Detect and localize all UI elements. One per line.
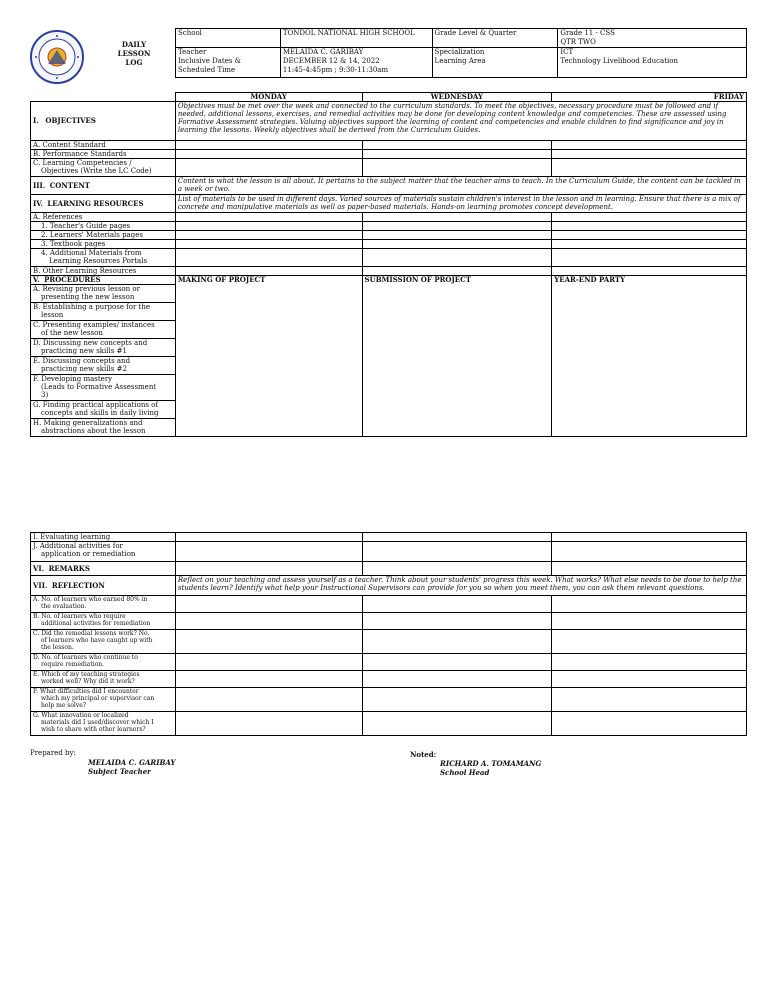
noted-name: RICHARD A. TOMAMANG xyxy=(440,759,542,768)
lesson-log-table-continued xyxy=(30,532,747,736)
teachers-guide-label: 1. Teacher's Guide pages xyxy=(31,222,176,231)
proc-j-label: J. Additional activities for application or remediation xyxy=(31,542,176,562)
dll-title: DAILY LESSON LOG xyxy=(117,40,151,67)
proc-f-label: F. Developing mastery (Leads to Formative Assessment 3) xyxy=(31,375,176,401)
proc-g-label: G. Finding practical applications of concepts and skills in daily living xyxy=(31,401,176,419)
proc-b-label: B. Establishing a purpose for the lesson xyxy=(31,303,176,321)
objectives-heading: I. OBJECTIVES xyxy=(31,102,176,141)
proc-e-label: E. Discussing concepts and practicing new skills #2 xyxy=(31,357,176,375)
day-friday: FRIDAY xyxy=(552,93,747,102)
content-note: Content is what the lesson is all about. It pertains to the subject matter that the teacher aims to teach. In the Curriculum Guide, the content can be tackled in a week or two. xyxy=(175,177,746,195)
remarks-heading: VI. REMARKS xyxy=(31,562,176,576)
resources-note: List of materials to be used in different days. Varied sources of materials sustain children's interest in the lesson and in learning. Ensure that there is a mix of concrete and manipulative materials as well as paper-based materials. Hands-on learning promotes concept development. xyxy=(175,195,746,213)
grade-value: Grade 11 - CSS QTR TWO xyxy=(558,29,747,48)
content-heading: III. CONTENT xyxy=(31,177,176,195)
wednesday-procedure: SUBMISSION OF PROJECT xyxy=(362,276,552,437)
proc-d-label: D. Discussing new concepts and practicing new skills #1 xyxy=(31,339,176,357)
learners-materials-label: 2. Learners' Materials pages xyxy=(31,231,176,240)
monday-procedure: MAKING OF PROJECT xyxy=(175,276,362,437)
friday-procedure: YEAR-END PARTY xyxy=(552,276,747,437)
reflection-note: Reflect on your teaching and assess yourself as a teacher. Think about your students' progress this week. What works? What else needs to be done to help the students learn? Identify what help your Instructional Supervisors can provide for you so when you meet them, you can ask them relevant questions. xyxy=(175,576,746,596)
other-resources-label: B. Other Learning Resources xyxy=(31,267,176,276)
objectives-note: Objectives must be met over the week and connected to the curriculum standards. To meet the objectives, necessary procedure must be followed and if needed, additional lessons, exercises, and remedial activities may be done for developing content knowledge and competencies. These are assessed using Formative Assessment strategies. Valuing objectives support the learning of content and competencies and enable children to find significance and joy in learning the lessons. Weekly objectives shall be derived from the Curriculum Guides. xyxy=(175,102,746,141)
procedures-heading: V. PROCEDURES xyxy=(31,276,176,285)
spec-value: ICT Technology Livelihood Education xyxy=(558,48,747,78)
noted-label: Noted: xyxy=(410,750,437,759)
refl-d-label: D. No. of learners who continue to require remediation. xyxy=(31,654,176,671)
grade-label: Grade Level & Quarter xyxy=(432,29,558,48)
reflection-heading: VII. REFLECTION xyxy=(31,576,176,596)
prepared-by-block xyxy=(30,749,175,776)
prepared-label: Prepared by: xyxy=(30,749,76,757)
deped-seal-icon xyxy=(30,30,84,84)
proc-i-label: I. Evaluating learning xyxy=(31,533,176,542)
content-standard-label: A. Content Standard xyxy=(31,141,176,150)
proc-a-label: A. Revising previous lesson or presenting the new lesson xyxy=(31,285,176,303)
school-value: TONDOL NATIONAL HIGH SCHOOL xyxy=(280,29,432,48)
references-label: A. References xyxy=(31,213,176,222)
lesson-log-table xyxy=(30,92,747,437)
spec-label: Specialization Learning Area xyxy=(432,48,558,78)
prepared-name: MELAIDA C. GARIBAY xyxy=(88,758,176,767)
learning-competencies-label: C. Learning Competencies / Objectives (Write the LC Code) xyxy=(31,159,176,177)
performance-standards-label: B. Performance Standards xyxy=(31,150,176,159)
prepared-role: Subject Teacher xyxy=(88,767,151,776)
refl-b-label: B. No. of learners who require additional activities for remediation xyxy=(31,613,176,630)
refl-a-label: A. No. of learners who earned 80% in the evaluation. xyxy=(31,596,176,613)
proc-c-label: C. Presenting examples/ instances of the new lesson xyxy=(31,321,176,339)
refl-f-label: F. What difficulties did I encounter which my principal or supervisor can help me solve? xyxy=(31,688,176,712)
proc-h-label: H. Making generalizations and abstractions about the lesson xyxy=(31,419,176,437)
header-info-table xyxy=(175,28,747,78)
dates-value: MELAIDA C. GARIBAY DECEMBER 12 & 14, 2022 11:45-4:45pm ; 9:30-11:30am xyxy=(280,48,432,78)
textbook-pages-label: 3. Textbook pages xyxy=(31,240,176,249)
day-wednesday: WEDNESDAY xyxy=(362,93,552,102)
resources-heading: IV. LEARNING RESOURCES xyxy=(31,195,176,213)
day-monday: MONDAY xyxy=(175,93,362,102)
noted-role: School Head xyxy=(440,768,490,777)
refl-e-label: E. Which of my teaching strategies worked well? Why did it work? xyxy=(31,671,176,688)
additional-materials-label: 4. Additional Materials from Learning Resources Portals xyxy=(31,249,176,267)
dates-label: Teacher Inclusive Dates & Scheduled Time xyxy=(176,48,281,78)
refl-c-label: C. Did the remedial lessons work? No. of learners who have caught up with the lesson. xyxy=(31,630,176,654)
noted-by-block xyxy=(410,750,541,777)
school-label: School xyxy=(176,29,281,48)
refl-g-label: G. What innovation or localized materials did I used/discover which I wish to share with other learners? xyxy=(31,712,176,736)
